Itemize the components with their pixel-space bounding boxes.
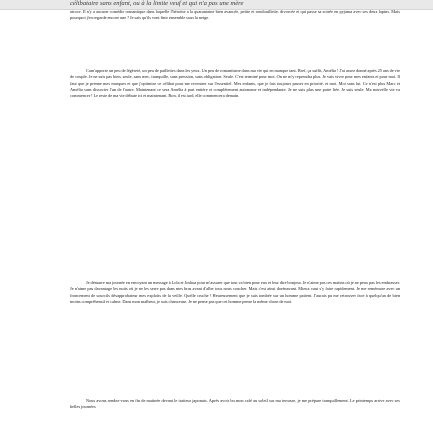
paragraph-1: atroce. Il n'y a aucune comédie romantique dans laquelle l'héroïne a la quarantaine bien avancée, petite et rondouillette, divorcée et qui passe sa soirée en pyjama avec ses deux lapins. Mais pourquoi j'en regarde encore une ? Je sais qu'ils vont finir ensemble sous la neige. [70, 9, 400, 21]
cropped-top-line: célibataire sans enfant, ou à la limite veuf et qui n'a pas une mère [70, 0, 244, 7]
paragraph-2: Cam'apporte un peu de légèreté, un peu de paillettes dans les yeux. Un peu de romantisme dans ma vie qui en manque tant. Bref, ça suffit, Amélia ! J'ai assez donné après 25 ans de vie de couple. Je ne suis pas bien, seule, sans mec, tranquille, sans pression, sans obligation. Seule. C'est terminé pour moi. On ne m'y reprendra plus. Je vais vivre pour mes enfants et pour moi. Il faut que je prenne mes marques et que j'optimise ce célibat pour me recentrer sur l'essentiel. Mes enfants, que je fais toujours passer en priorité, et moi. Moi sans lui. Ce n'est plus Marc et Amélia sans dissocier l'un de l'autre. Maintenant ce sera Amélia à part entière et complètement autonome et indépendante. Je ne suis plus une paire liée. Je suis seule. Ma nouvelle vie va commencer ! Le reste de ma vie débute ici et maintenant. Bon, il est tard, elle commencera demain. [70, 68, 400, 99]
paragraph-3: Je démarre ma journée en envoyant un message à Lola et Joshua pour m'assurer que tout va bien pour eux et leur dire bonjour. Je n'aime pas ces matins où je ne peux pas les embrasser. Je n'aime pas davantage les nuits où je ne les serre pas dans mes bras avant d'aller tous nous coucher. Mais c'est ainsi dorénavant. Mieux vaut s'y faire rapidement. Je me remémore avec un froncement de sourcils désapprobateur mes exploits de la veille. Quelle cruche ! Heureusement que je suis tombée sur un homme patient. J'aurais pu me retrouver face à quelqu'un de bien moins compréhensif et calme. Dans mon malheur, je suis chanceuse. Je ne pense pas que cet homme pense la même chose de moi. [70, 280, 400, 304]
paragraph-4: Nous avons rendez-vous en fin de matinée devant le traiteur japonais. Après avoir bu mon café au soleil sur ma terrasse, je me prépare tranquillement. Le printemps arrive avec ses belles journées [70, 398, 400, 410]
